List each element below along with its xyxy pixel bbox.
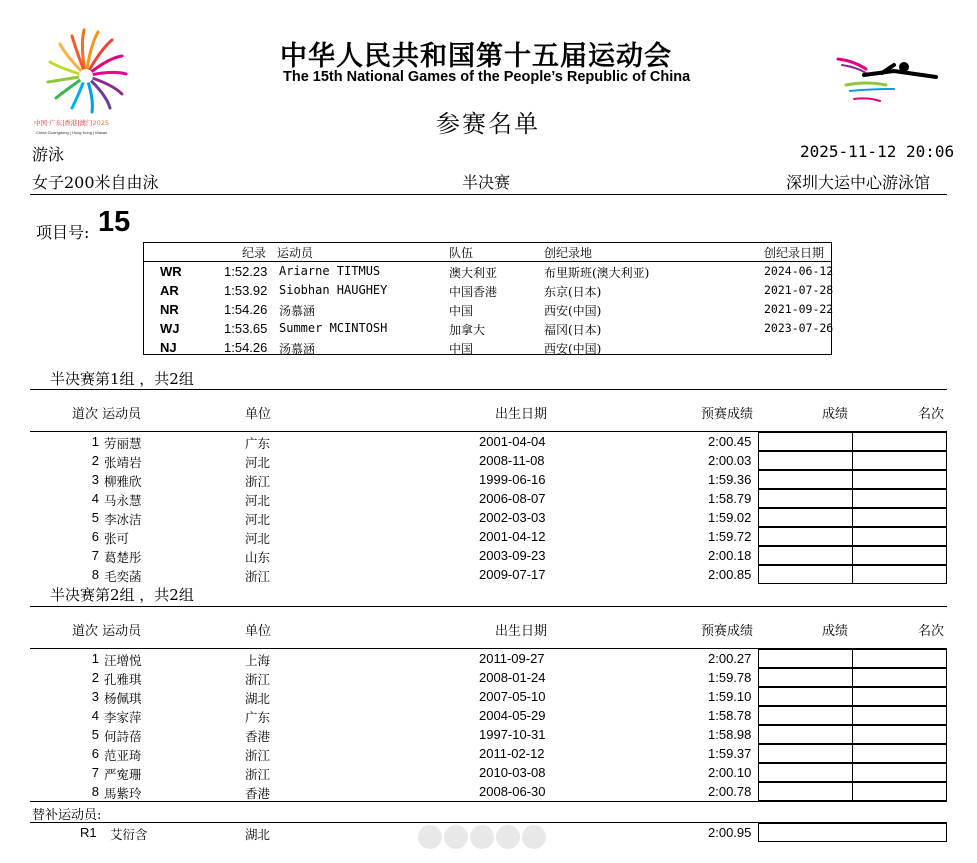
athlete-dob: 2011-02-12 [479,746,545,761]
column-unit: 单位 [245,407,272,422]
record-time: 1:54.26 [224,302,268,317]
athlete-unit: 广东 [245,710,271,725]
athlete-unit: 河北 [245,531,271,546]
record-code: WJ [160,321,180,336]
record-date: 2021-09-22 [764,302,834,316]
watermark [416,822,562,852]
column-lane-athlete: 道次 运动员 [72,624,142,639]
record-athlete: Summer MCINTOSH [279,321,388,335]
record-row [144,300,834,319]
athlete-name: 馬紫玲 [104,786,142,801]
rank-box [852,725,947,744]
records-table [143,242,832,355]
record-code: NR [160,302,179,317]
athlete-heat-result: 1:58.79 [708,491,752,506]
athlete-name: 杨佩琪 [104,691,142,706]
round-name: 半决赛 [462,173,511,192]
rank-box [852,546,947,565]
result-box [758,451,853,470]
athlete-row [30,432,947,451]
record-place: 福冈(日本) [544,323,602,337]
substitute-unit: 湖北 [245,827,271,842]
athlete-heat-result: 1:58.98 [708,727,752,742]
record-row [144,281,834,300]
athlete-unit: 河北 [245,455,271,470]
athlete-heat-result: 2:00.10 [708,765,752,780]
athlete-dob: 2002-03-03 [479,510,546,525]
athlete-lane: 7 [91,765,99,780]
athlete-name: 李家萍 [104,710,142,725]
substitute-result-box [758,823,947,842]
athlete-row [30,546,947,565]
athlete-name: 何詩蓓 [104,729,142,744]
record-team: 加拿大 [449,323,486,337]
athlete-unit: 上海 [245,653,271,668]
record-athlete: 汤慕涵 [279,304,316,318]
athlete-heat-result: 1:59.36 [708,472,752,487]
group-1-title: 半决赛第1组 ，共2组 [50,370,194,388]
athlete-unit: 浙江 [245,474,271,489]
athlete-heat-result: 1:59.78 [708,670,752,685]
athlete-unit: 浙江 [245,569,271,584]
athlete-name: 张可 [104,531,130,546]
swimmer-icon [836,55,942,105]
athlete-dob: 2004-05-29 [479,708,546,723]
athlete-name: 劳丽慧 [104,436,142,451]
athlete-lane: 3 [91,689,99,704]
record-athlete: 汤慕涵 [279,342,316,356]
athlete-row [30,649,947,668]
substitute-name: 艾衍含 [110,827,148,842]
rank-box [852,565,947,584]
athlete-unit: 香港 [245,729,271,744]
record-team: 中国 [449,304,474,318]
athlete-name: 李冰洁 [104,512,142,527]
record-team: 中国 [449,342,474,356]
athlete-lane: 8 [91,567,99,582]
athlete-name: 马永慧 [104,493,142,508]
result-box [758,546,853,565]
athlete-heat-result: 2:00.27 [708,651,752,666]
athlete-row [30,451,947,470]
result-box [758,508,853,527]
record-place: 东京(日本) [544,285,602,299]
athlete-name: 葛楚彤 [104,550,142,565]
athlete-unit: 河北 [245,512,271,527]
svg-text:China·Guangdong | Hong Kong |: China·Guangdong | Hong Kong | Macao [36,130,108,135]
record-team: 澳大利亚 [449,266,498,280]
athlete-name: 严寃珊 [104,767,142,782]
athlete-unit: 浙江 [245,767,271,782]
result-box [758,725,853,744]
athlete-heat-result: 2:00.03 [708,453,752,468]
athlete-row [30,687,947,706]
record-code: AR [160,283,179,298]
athlete-row [30,782,947,801]
column-lane-athlete: 道次 运动员 [72,407,142,422]
record-code: WR [160,264,182,279]
athlete-lane: 4 [91,491,99,506]
record-team: 中国香港 [449,285,498,299]
athlete-unit: 浙江 [245,748,271,763]
record-place: 西安(中国) [544,304,602,318]
records-header-record: 纪录 [242,246,267,260]
athlete-dob: 2011-09-27 [479,651,545,666]
athlete-row [30,470,947,489]
records-header-date: 创纪录日期 [764,246,825,260]
athlete-dob: 1997-10-31 [479,727,546,742]
athlete-name: 孔雅琪 [104,672,142,687]
athlete-heat-result: 2:00.85 [708,567,752,582]
athlete-heat-result: 1:59.37 [708,746,752,761]
record-time: 1:53.92 [224,283,268,298]
column-result: 成绩 [822,624,849,639]
record-row [144,338,831,357]
swimming-pictogram [836,55,942,105]
result-box [758,432,853,451]
column-dob: 出生日期 [495,624,548,639]
rank-box [852,706,947,725]
event-name: 女子200米自由泳 [32,173,159,192]
athlete-row [30,668,947,687]
result-box [758,649,853,668]
result-box [758,668,853,687]
result-box [758,687,853,706]
sport-name: 游泳 [32,145,65,164]
athlete-row [30,489,947,508]
athlete-row [30,565,947,584]
rank-box [852,668,947,687]
venue-name: 深圳大运中心游泳馆 [786,173,931,192]
column-dob: 出生日期 [495,407,548,422]
result-box [758,782,853,801]
rank-box [852,489,947,508]
athlete-unit: 湖北 [245,691,271,706]
athlete-lane: 6 [91,529,99,544]
rank-box [852,744,947,763]
record-place: 布里斯班(澳大利亚) [544,266,650,280]
athlete-dob: 2007-05-10 [479,689,546,704]
column-heat-result: 预赛成绩 [701,407,754,422]
page-title: 中华人民共和国第十五届运动会 [280,41,672,72]
record-row [144,319,834,338]
athlete-lane: 8 [91,784,99,799]
result-box [758,565,853,584]
column-result: 成绩 [822,407,849,422]
athlete-heat-result: 1:59.02 [708,510,752,525]
games-logo-icon [32,20,147,140]
athlete-dob: 2009-07-17 [479,567,546,582]
result-box [758,744,853,763]
svg-text:中国·广东|香港|澳门2025: 中国·广东|香港|澳门2025 [34,119,109,127]
column-rank: 名次 [918,407,945,422]
column-rank: 名次 [918,624,945,639]
athlete-heat-result: 2:00.78 [708,784,752,799]
result-box [758,489,853,508]
record-row [144,262,834,281]
watermark-dots-icon [416,822,562,852]
athlete-heat-result: 1:59.10 [708,689,752,704]
athlete-unit: 香港 [245,786,271,801]
athlete-unit: 广东 [245,436,271,451]
athlete-lane: 4 [91,708,99,723]
athlete-dob: 2001-04-04 [479,434,546,449]
header-divider [30,194,947,195]
record-place: 西安(中国) [544,342,602,356]
rank-box [852,763,947,782]
athlete-lane: 2 [91,453,99,468]
substitute-heat-result: 2:00.95 [708,825,752,840]
athlete-unit: 河北 [245,493,271,508]
athlete-name: 汪增悦 [104,653,142,668]
records-header-athlete: 运动员 [277,246,314,260]
column-heat-result: 预赛成绩 [701,624,754,639]
athlete-name: 范亚琦 [104,748,142,763]
athlete-dob: 2008-06-30 [479,784,546,799]
athlete-dob: 2006-08-07 [479,491,546,506]
athlete-lane: 5 [91,510,99,525]
substitutes-label: 替补运动员: [32,808,102,823]
athlete-lane: 1 [91,434,99,449]
records-header-place: 创纪录地 [544,246,593,260]
athlete-dob: 2003-09-23 [479,548,546,563]
athlete-lane: 3 [91,472,99,487]
athlete-dob: 2001-04-12 [479,529,546,544]
athlete-row [30,744,947,763]
athlete-name: 毛奕菡 [104,569,142,584]
athlete-lane: 7 [91,548,99,563]
page-title-english: The 15th National Games of the People’s Republic of China [283,69,691,85]
event-number-label: 项目号: [36,223,90,242]
athlete-row [30,725,947,744]
athlete-dob: 2008-11-08 [479,453,545,468]
athlete-row [30,527,947,546]
athlete-heat-result: 1:58.78 [708,708,752,723]
rank-box [852,470,947,489]
substitutes-header [30,801,947,823]
record-time: 1:54.26 [224,340,268,355]
result-box [758,763,853,782]
athlete-row [30,763,947,782]
athlete-lane: 1 [91,651,99,666]
athlete-dob: 2008-01-24 [479,670,546,685]
group-2-column-header [30,606,947,649]
rank-box [852,687,947,706]
athlete-heat-result: 2:00.18 [708,548,752,563]
rank-box [852,782,947,801]
rank-box [852,508,947,527]
athlete-heat-result: 1:59.72 [708,529,752,544]
record-time: 1:52.23 [224,264,268,279]
record-time: 1:53.65 [224,321,268,336]
games-logo [32,20,147,140]
athlete-unit: 山东 [245,550,271,565]
athlete-lane: 6 [91,746,99,761]
record-date: 2023-07-26 [764,321,834,335]
group-2-title: 半决赛第2组 ，共2组 [50,586,194,604]
rank-box [852,649,947,668]
athlete-heat-result: 2:00.45 [708,434,752,449]
result-box [758,527,853,546]
athlete-name: 柳雅欣 [104,474,142,489]
document-subtitle: 参赛名单 [436,110,540,138]
athlete-row [30,508,947,527]
record-date: 2021-07-28 [764,283,834,297]
athlete-unit: 浙江 [245,672,271,687]
records-header-team: 队伍 [449,246,474,260]
athlete-lane: 2 [91,670,99,685]
record-athlete: Ariarne TITMUS [279,264,381,278]
record-date: 2024-06-12 [764,264,834,278]
record-code: NJ [160,340,177,355]
event-number: 15 [98,206,131,238]
result-box [758,470,853,489]
print-datetime: 2025-11-12 20:06 [800,142,955,161]
athlete-row [30,706,947,725]
record-athlete: Siobhan HAUGHEY [279,283,388,297]
rank-box [852,527,947,546]
group-1-column-header [30,389,947,432]
athlete-name: 张靖岩 [104,455,142,470]
result-box [758,706,853,725]
column-unit: 单位 [245,624,272,639]
athlete-dob: 1999-06-16 [479,472,546,487]
rank-box [852,432,947,451]
rank-box [852,451,947,470]
athlete-lane: 5 [91,727,99,742]
athlete-dob: 2010-03-08 [479,765,546,780]
substitute-code: R1 [80,825,97,840]
